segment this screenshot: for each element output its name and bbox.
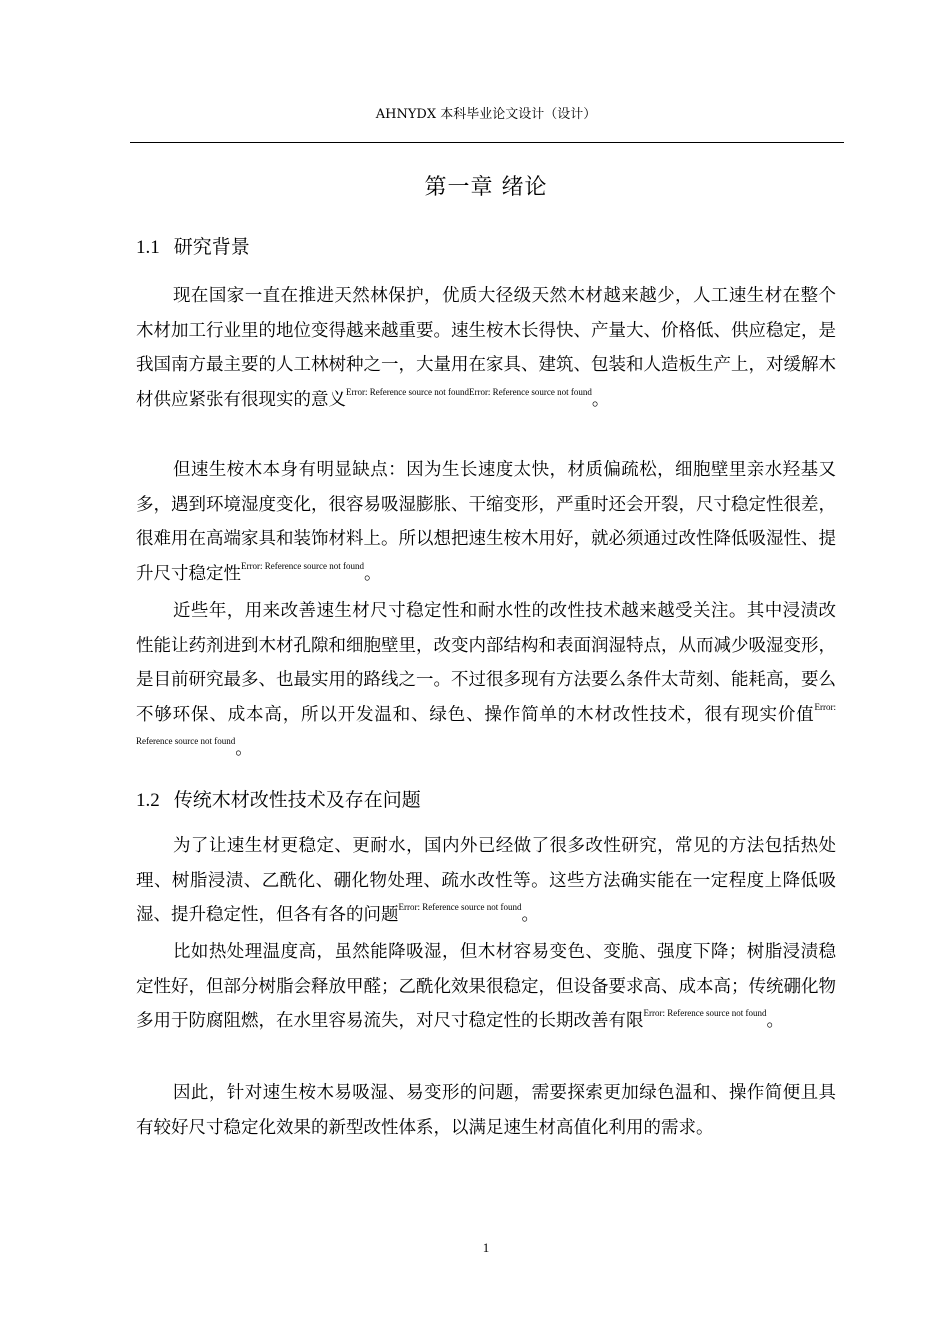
paragraph-1-2-1 xyxy=(136,829,836,933)
paragraph-end: 。 xyxy=(591,389,610,410)
paragraph-1-1-1 xyxy=(136,279,836,417)
paragraph-text: 但速生桉木本身有明显缺点：因为生长速度太快，材质偏疏松，细胞壁里亲水羟基又多，遇到环境湿度变化，很容易吸湿膨胀、干缩变形，严重时还会开裂，尺寸稳定性很差，很难用在高端家具和装饰材料上。所以想把速生桉木用好，就必须通过改性降低吸湿性、提升尺寸稳定性 xyxy=(136,460,836,584)
paragraph-end: 。 xyxy=(363,563,382,584)
paragraph-end: 。 xyxy=(766,1011,784,1031)
section-number: 1.2 xyxy=(136,790,160,811)
section-heading-1-1 xyxy=(136,233,836,262)
reference-error-marker: Error: Reference source not foundError: Reference source not found xyxy=(346,386,592,397)
section-title: 研究背景 xyxy=(173,236,250,258)
paragraph-1-2-3 xyxy=(136,1076,836,1145)
section-title: 传统木材改性技术及存在问题 xyxy=(173,789,421,811)
paragraph-text: 比如热处理温度高，虽然能降吸湿，但木材容易变色、变脆、强度下降；树脂浸渍稳定性好，但部分树脂会释放甲醛；乙酰化效果很稳定，但设备要求高、成本高；传统硼化物多用于防腐阻燃，在水里容易流失，对尺寸稳定性的长期改善有限 xyxy=(136,942,836,1031)
paragraph-text: 现在国家一直在推进天然林保护，优质大径级天然木材越来越少，人工速生材在整个木材加工行业里的地位变得越来越重要。速生桉木长得快、产量大、价格低、供应稳定，是我国南方最主要的人工林树种之一，大量用在家具、建筑、包装和人造板生产上，对缓解木材供应紧张有很现实的意义 xyxy=(136,286,836,410)
page-number: 1 xyxy=(482,1240,490,1255)
paragraph-text: 为了让速生材更稳定、更耐水，国内外已经做了很多改性研究，常见的方法包括热处理、树脂浸渍、乙酰化、硼化物处理、疏水改性等。这些方法确实能在一定程度上降低吸湿、提升稳定性，但各有各的问题 xyxy=(136,836,836,925)
paragraph-1-1-2 xyxy=(136,453,836,591)
section-number: 1.1 xyxy=(136,237,160,258)
reference-error-marker: Error: Reference source not found xyxy=(643,1008,767,1018)
chapter-title: 第一章 绪论 xyxy=(424,175,548,200)
running-header: AHNYDX 本科毕业论文设计（设计） xyxy=(375,107,597,122)
section-heading-1-2 xyxy=(136,786,836,815)
paragraph-1-2-2 xyxy=(136,935,836,1039)
paragraph-text: 近些年，用来改善速生材尺寸稳定性和耐水性的改性技术越来越受关注。其中浸渍改性能让药剂进到木材孔隙和细胞壁里，改变内部结构和表面润湿特点，从而减少吸湿变形，是目前研究最多、也最实用的路线之一。不过很多现有方法要么条件太苛刻、能耗高，要么不够环保、成本高，所以开发温和、绿色、操作简单的木材改性技术，很有现实价值 xyxy=(136,601,836,725)
paragraph-end: 。 xyxy=(521,905,539,925)
paragraph-text: 因此，针对速生桉木易吸湿、易变形的问题，需要探索更加绿色温和、操作简便且具有较好尺寸稳定化效果的新型改性体系，以满足速生材高值化利用的需求。 xyxy=(136,1083,836,1138)
reference-error-marker: Error: Reference source not found xyxy=(398,902,522,912)
paragraph-end: 。 xyxy=(235,739,253,759)
paragraph-1-1-3 xyxy=(136,594,836,767)
reference-error-marker: Error: Reference source not found xyxy=(241,560,364,571)
reference-error-marker: Error: Reference source not found xyxy=(136,701,836,746)
header-divider xyxy=(130,142,844,143)
